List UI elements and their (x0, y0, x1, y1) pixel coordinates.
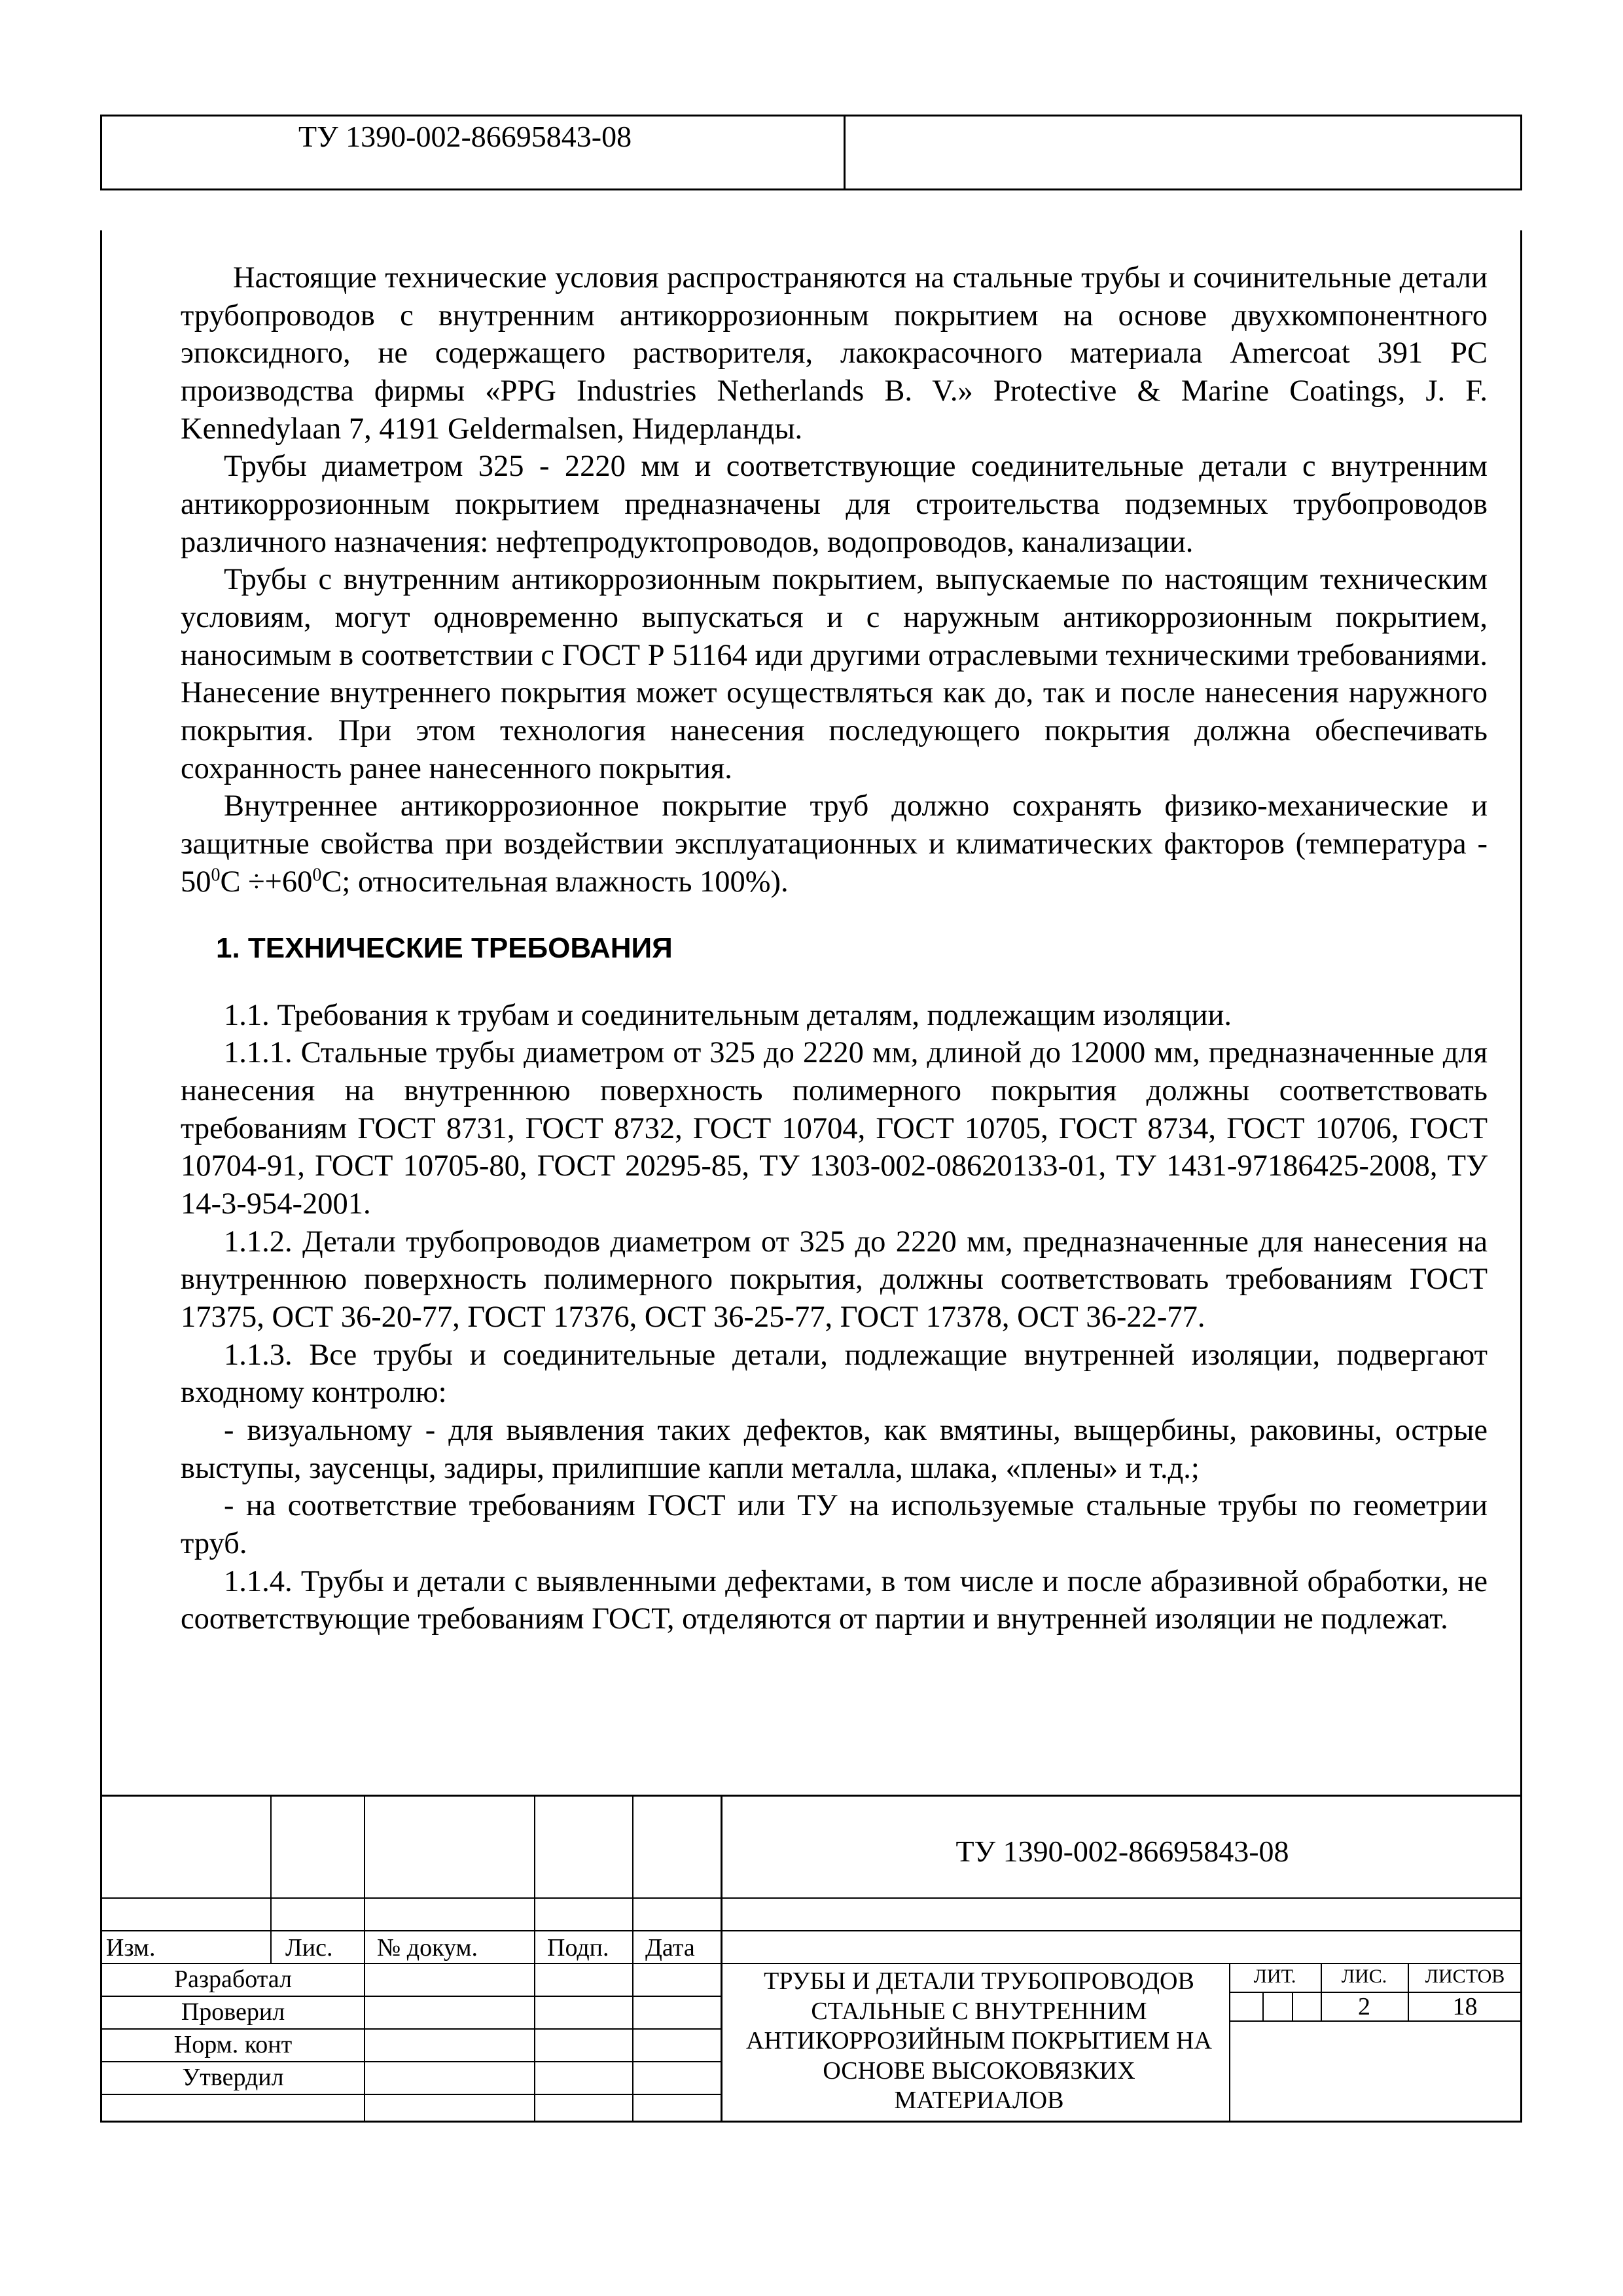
role-norm-control: Норм. конт (173, 2031, 293, 2058)
clause-1-1-1: 1.1.1. Стальные трубы диаметром от 325 до 2220 мм, длиной до 12000 мм, предназначенные для нанесения на внутреннюю поверхность полимерного покрытия должны соответствовать требованиям ГОСТ 8731, ГОСТ 8732, ГОСТ 10704, ГОСТ 10705, ГОСТ 8734, ГОСТ 10706, ГОСТ 10704-91, ГОСТ 10705-80, ГОСТ 20295-85, ТУ 1303-002-08620133-01, ТУ 1431-97186425-2008, ТУ 14-3-954-2001. (181, 1036, 1488, 1221)
stamp-hline (102, 2061, 721, 2062)
header-divider (844, 117, 846, 188)
stamp-vline (534, 1797, 535, 2123)
col-podp-label: Подп. (547, 1934, 609, 1962)
temp-text-1: Внутреннее антикоррозионное покрытие труб должно сохранять физико-механические и защитные свойства при воздействии эксплуатационных и климатических факторов (температура - 50 (181, 789, 1488, 899)
role-checker: Проверил (181, 1998, 285, 2026)
clause-1-1: 1.1. Требования к трубам и соединительным деталям, подлежащим изоляции. (224, 998, 1232, 1032)
sheet-label: ЛИС. (1341, 1965, 1387, 1987)
temp-text-2: С ÷+60 (220, 865, 313, 899)
col-lis-label: Лис. (285, 1934, 333, 1962)
header-doc-code: ТУ 1390-002-86695843-08 (298, 120, 632, 153)
col-izm-label: Изм. (106, 1934, 156, 1962)
stamp-hline (102, 1930, 1522, 1931)
stamp-vline (364, 1797, 365, 2123)
col-doc-label: № докум. (377, 1934, 478, 1962)
intro-paragraph-1: Настоящие технические условия распространяются на стальные трубы и сочинительные детали трубопроводов с внутренним антикоррозионным покрытием на основе двухкомпонентного эпоксидного, не содержащего растворителя, лакокрасочного материала Amercoat 391 PC производства фирмы «PPG Industries Netherlands B. V.» Protective & Marine Coatings, J. F. Kennedylaan 7, 4191 Geldermalsen, Нидерланды. (181, 261, 1488, 446)
header-box (100, 115, 1522, 190)
stamp-hline (102, 1897, 1522, 1899)
temp-text-3: С; относительная влажность 100%). (321, 865, 789, 899)
lit-label: ЛИТ. (1253, 1965, 1296, 1987)
stamp-hline (102, 1963, 1522, 1964)
document-title: ТРУБЫ И ДЕТАЛИ ТРУБОПРОВОДОВ СТАЛЬНЫЕ С ВНУТРЕННИМ АНТИКОРРОЗИЙНЫМ ПОКРЫТИЕМ НА ОСНОВЕ ВЫСОКОВЯЗКИХ МАТЕРИАЛОВ (746, 1967, 1212, 2115)
clause-bullet-geometry: - на соответствие требованиям ГОСТ или ТУ на используемые стальные трубы по геометрии труб. (181, 1489, 1488, 1560)
section-heading: 1. ТЕХНИЧЕСКИЕ ТРЕБОВАНИЯ (216, 932, 673, 965)
col-data-label: Дата (645, 1934, 695, 1962)
clause-1-1-3: 1.1.3. Все трубы и соединительные детали, подлежащие внутренней изоляции, подвергают входному контролю: (181, 1338, 1488, 1410)
stamp-vline (632, 1797, 633, 2123)
document-body (181, 259, 1488, 1638)
degree-sup-2: 0 (312, 865, 322, 885)
intro-paragraph-3: Трубы с внутренним антикоррозионным покрытием, выпускаемые по настоящим техническим условиям, могут одновременно выпускаться и с наружным антикоррозионным покрытием, наносимым в соответствии с ГОСТ Р 51164 иди другими отраслевыми техническими требованиями. Нанесение внутреннего покрытия может осуществляться как до, так и после нанесения наружного покрытия. При этом технология нанесения последующего покрытия должна обеспечивать сохранность ранее нанесенного покрытия. (181, 563, 1488, 785)
title-block (100, 1795, 1522, 2123)
stamp-hline (102, 1996, 721, 1997)
degree-sup-1: 0 (211, 865, 221, 885)
clause-1-1-4: 1.1.4. Трубы и детали с выявленными дефектами, в том числе и после абразивной обработки, не соответствующие требованиям ГОСТ, отделяются от партии и внутренней изоляции не подлежат. (181, 1564, 1488, 1636)
clause-1-1-2: 1.1.2. Детали трубопроводов диаметром от 325 до 2220 мм, предназначенные для нанесения на внутреннюю поверхность полимерного покрытия, должны соответствовать требованиям ГОСТ 17375, ОСТ 36-20-77, ГОСТ 17376, ОСТ 36-25-77, ГОСТ 17378, ОСТ 36-22-77. (181, 1225, 1488, 1334)
sheets-label: ЛИСТОВ (1425, 1965, 1505, 1987)
role-developer: Разработал (174, 1965, 292, 1993)
stamp-doc-code: ТУ 1390-002-86695843-08 (955, 1835, 1289, 1868)
stamp-hline (102, 2094, 721, 2095)
stamp-vline (1292, 1992, 1293, 2020)
clause-bullet-visual: - визуальному - для выявления таких дефектов, как вмятины, выщербины, раковины, острые выступы, заусенцы, задиры, прилипшие капли металла, шлака, «плены» и т.д.; (181, 1413, 1488, 1485)
sheet-number: 2 (1358, 1993, 1370, 2020)
intro-paragraph-4 (181, 787, 1488, 901)
stamp-hline (102, 2028, 721, 2030)
stamp-vline (1262, 1992, 1264, 2020)
sheets-total: 18 (1452, 1993, 1478, 2020)
role-approver: Утвердил (182, 2064, 284, 2091)
stamp-vline (270, 1797, 272, 1963)
intro-paragraph-2: Трубы диаметром 325 - 2220 мм и соответствующие соединительные детали с внутренним антикоррозионным покрытием предназначены для строительства подземных трубопроводов различного назначения: нефтепродуктопроводов, водопроводов, канализации. (181, 450, 1488, 559)
